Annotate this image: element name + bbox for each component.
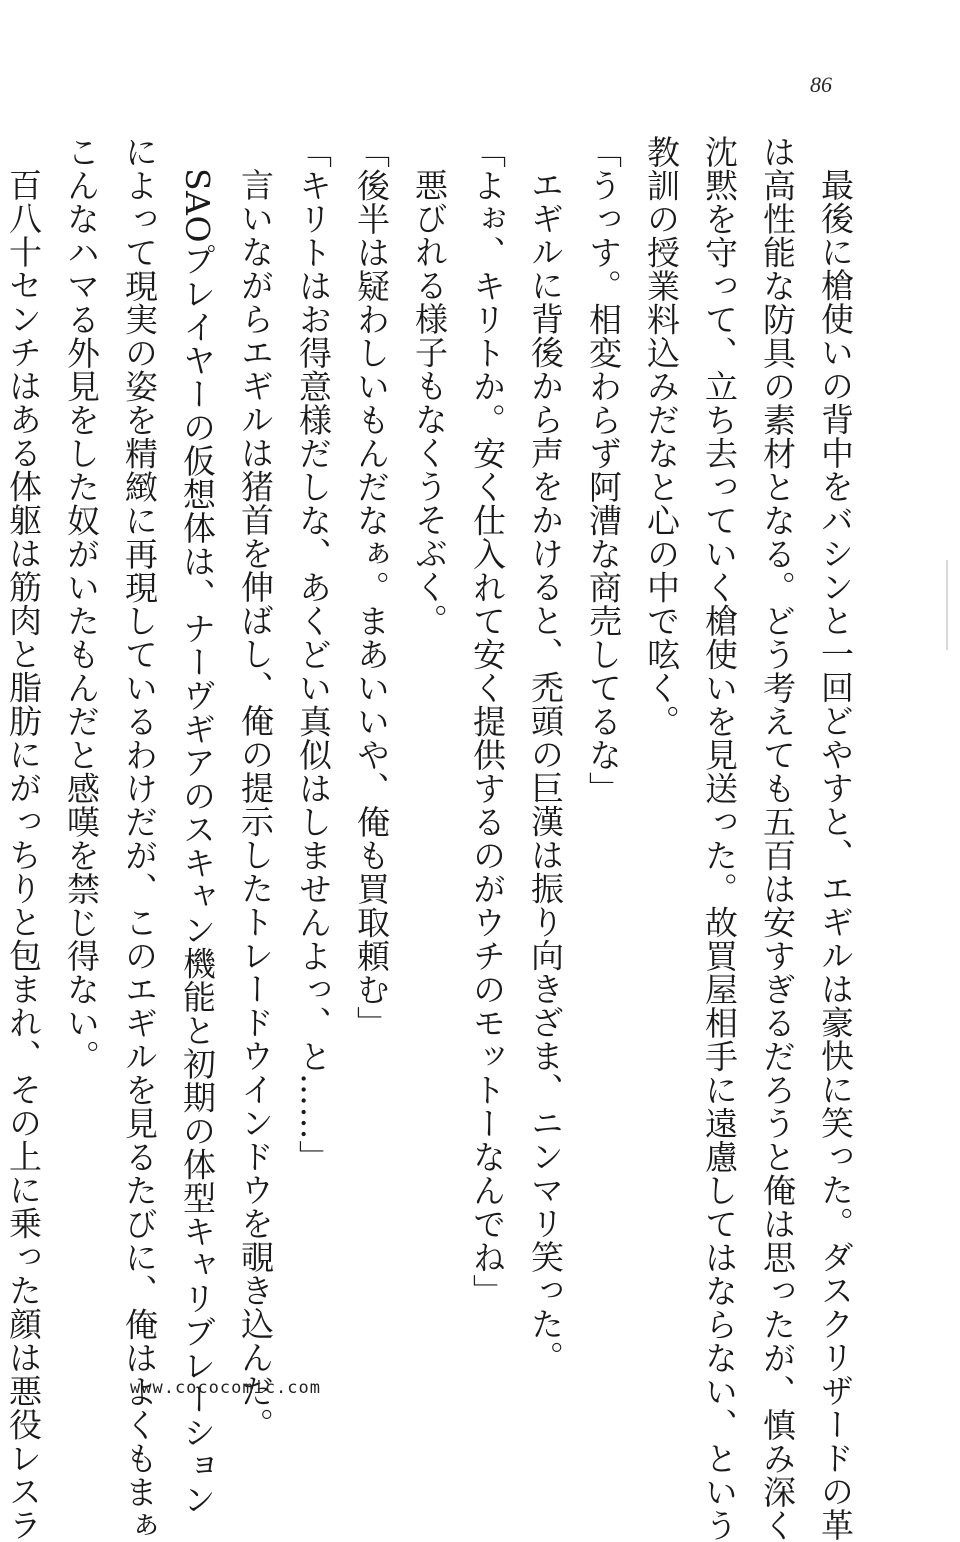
page-edge-shadow (946, 560, 948, 650)
text-line: SAOプレイヤーの仮想体は、ナーヴギアのスキャン機能と初期の体型キャリブレーション (178, 168, 217, 1516)
dialogue-line: 「キリトはお得意様だしな、あくどい真似はしませんよっ、と……」 (294, 135, 333, 1174)
text-line: 悪びれる様子もなくうそぶく。 (410, 168, 449, 637)
text-line: 百八十センチはある体躯は筋肉と脂肪にがっちりと包まれ、その上に乗った顔は悪役レスラ (4, 168, 43, 1542)
text-line: 教訓の授業料込みだなと心の中で呟く。 (642, 135, 681, 738)
text-line: エギルに背後から声をかけると、禿頭の巨漢は振り向きざま、ニンマリ笑った。 (526, 168, 565, 1374)
text-line: こんなハマる外見をした奴がいたもんだと感嘆を禁じ得ない。 (62, 135, 101, 1073)
dialogue-line: 「後半は疑わしいもんだなぁ。まあいいや、俺も買取頼む」 (352, 135, 391, 1040)
dialogue-line: 「よぉ、キリトか。安く仕入れて安く提供するのがウチのモットーなんでね」 (468, 135, 507, 1308)
text-line: 言いながらエギルは猪首を伸ばし、俺の提示したトレードウインドウを覗き込んだ。 (236, 168, 275, 1441)
text-line: によって現実の姿を精緻に再現しているわけだが、このエギルを見るたびに、俺はよくもまぁ (120, 135, 159, 1542)
watermark-url: www.cococomic.com (130, 1378, 321, 1398)
dialogue-line: 「うっす。相変わらず阿漕な商売してるな」 (584, 135, 623, 805)
text-line: は高性能な防具の素材となる。どう考えても五百は安すぎるだろうと俺は思ったが、慎み深く (758, 135, 797, 1542)
page-number: 86 (810, 72, 832, 97)
text-line: 最後に槍使いの背中をバシンと一回どやすと、エギルは豪快に笑った。ダスクリザードの革 (816, 168, 855, 1542)
text-line: 沈黙を守って、立ち去っていく槍使いを見送った。故買屋相手に遠慮してはならない、という (700, 135, 739, 1542)
